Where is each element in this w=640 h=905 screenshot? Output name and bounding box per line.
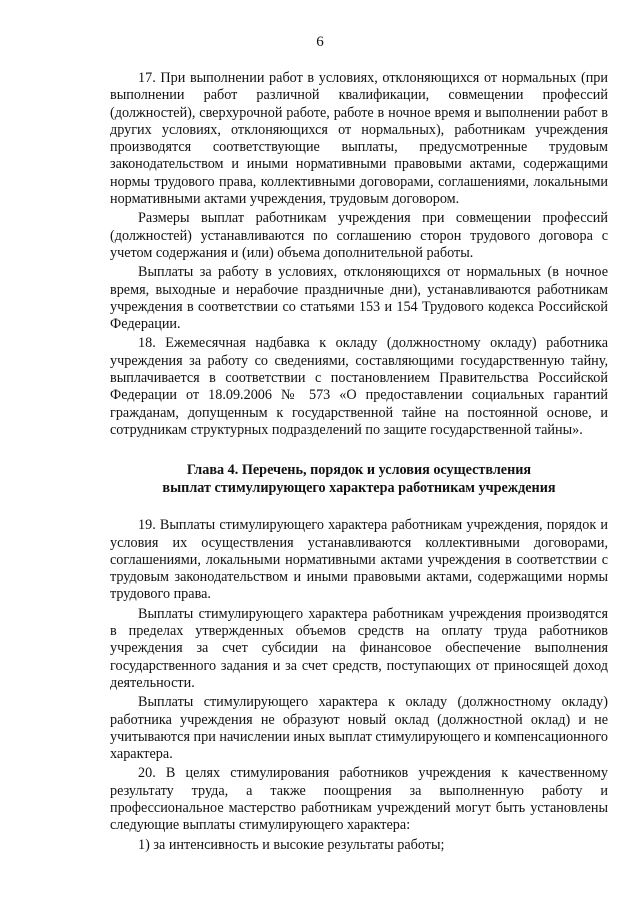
paragraph-19: 19. Выплаты стимулирующего характера работникам учреждения, порядок и условия их осуществления устанавливаются коллективными договорами, соглашениями, локальными нормативными актами учреждения в соответствии с трудовым законодательством и иными правовыми актами, содержащими нормы трудового права.	[110, 517, 608, 603]
paragraph-combining-professions: Размеры выплат работникам учреждения при совмещении профессий (должностей) устанавливаются по соглашению сторон трудового договора с учетом содержания и (или) объема дополнительной работы.	[110, 210, 608, 261]
paragraph-20: 20. В целях стимулирования работников учреждения к качественному результату труда, а также поощрения за выполненную работу и профессиональное мастерство работникам учреждений могут быть установлены следующие выплаты стимулирующего характера:	[110, 765, 608, 834]
list-item-1: 1) за интенсивность и высокие результаты работы;	[138, 836, 445, 853]
chapter-heading-line-1: Глава 4. Перечень, порядок и условия осуществления	[186, 462, 532, 479]
chapter-heading-line-2: выплат стимулирующего характера работникам учреждения	[162, 480, 556, 497]
page-number: 6	[316, 34, 324, 50]
paragraph-18: 18. Ежемесячная надбавка к окладу (должностному окладу) работника учреждения за работу со сведениями, составляющими государственную тайну, выплачивается в соответствии с постановлением Правительства Российской Федерации от 18.09.2006 № 573 «О предоставлении социальных гарантий гражданам, допущенным к государственной тайне на постоянной основе, и сотрудникам структурных подразделений по защите государственной тайны».	[110, 335, 608, 438]
paragraph-not-new-salary: Выплаты стимулирующего характера к окладу (должностному окладу) работника учреждения не образуют новый оклад (должностной оклад) и не учитываются при начислении иных выплат стимулирующего и компенсационного характера.	[110, 694, 608, 763]
paragraph-night-work: Выплаты за работу в условиях, отклоняющихся от нормальных (в ночное время, выходные и нерабочие праздничные дни), устанавливаются работникам учреждения в соответствии со статьями 153 и 154 Трудового кодекса Российской Федерации.	[110, 264, 608, 333]
document-body	[110, 70, 608, 856]
paragraph-17: 17. При выполнении работ в условиях, отклоняющихся от нормальных (при выполнении работ различной квалификации, совмещении профессий (должностей), сверхурочной работе, работе в ночное время и выполнении работ в других условиях, отклоняющихся от нормальных), работникам учреждения производятся соответствующие выплаты, предусмотренные трудовым законодательством и иными нормативными правовыми актами, содержащими нормы трудового права, коллективными договорами, соглашениями, локальными нормативными актами учреждения, трудовым договором.	[110, 70, 608, 208]
chapter-heading	[110, 461, 608, 497]
paragraph-funding: Выплаты стимулирующего характера работникам учреждения производятся в пределах утвержденных объемов средств на оплату труда работников учреждения за счет субсидии на финансовое обеспечение выполнения государственного задания и за счет средств, поступающих от приносящей доход деятельности.	[110, 605, 608, 691]
